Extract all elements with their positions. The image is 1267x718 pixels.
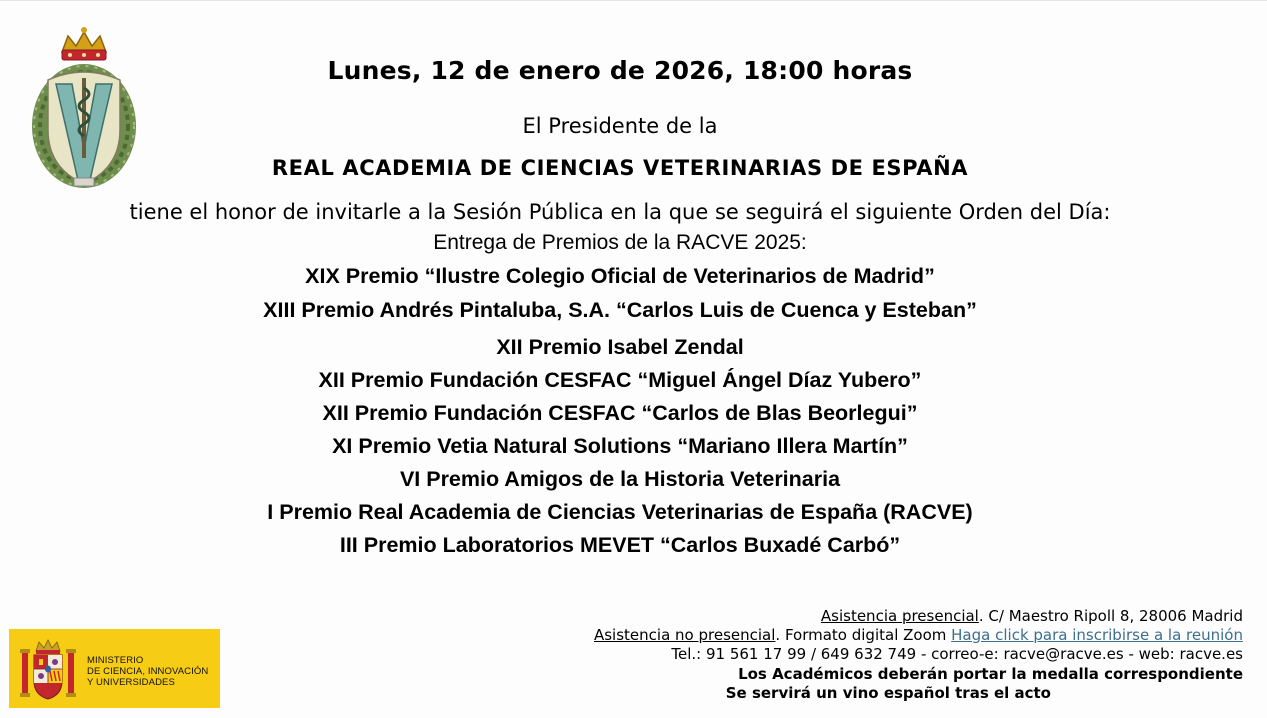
- remote-detail: . Formato digital Zoom: [775, 626, 952, 644]
- award-item: XI Premio Vetia Natural Solutions “Mariano Illera Martín”: [332, 434, 908, 458]
- award-item: XII Premio Isabel Zendal: [496, 335, 744, 359]
- top-border: [0, 0, 1267, 1]
- ministry-logo: [9, 629, 220, 708]
- in-person-label: Asistencia presencial: [820, 607, 979, 625]
- award-item: XII Premio Fundación CESFAC “Carlos de Blas Beorlegui”: [322, 401, 918, 425]
- academy-name: REAL ACADEMIA DE CIENCIAS VETERINARIAS DE ESPAÑA: [271, 156, 969, 180]
- awards-intro: Entrega de Premios de la RACVE 2025:: [433, 231, 807, 254]
- ministry-line: DE CIENCIA, INNOVACIÓN: [87, 666, 209, 677]
- contact-line: Tel.: 91 561 17 99 / 649 632 749 - correo-e: racve@racve.es - web: racve.es: [671, 645, 1243, 663]
- award-item: XIX Premio “Ilustre Colegio Oficial de Veterinarios de Madrid”: [305, 264, 935, 288]
- remote-attendance: [443, 626, 1243, 644]
- award-item: XIII Premio Andrés Pintaluba, S.A. “Carlos Luis de Cuenca y Esteban”: [263, 298, 977, 322]
- wine-note: Se servirá un vino español tras el acto: [725, 684, 1051, 702]
- award-item: III Premio Laboratorios MEVET “Carlos Buxadé Carbó”: [339, 533, 901, 557]
- award-item: XII Premio Fundación CESFAC “Miguel Ángel Díaz Yubero”: [318, 368, 922, 392]
- medal-note: Los Académicos deberán portar la medalla correspondiente: [738, 665, 1243, 683]
- award-item: I Premio Real Academia de Ciencias Veterinarias de España (RACVE): [267, 500, 973, 524]
- ministry-name: [87, 655, 208, 688]
- ministry-line: MINISTERIO: [87, 655, 144, 666]
- award-item: VI Premio Amigos de la Historia Veterinaria: [399, 467, 841, 491]
- in-person-attendance: [443, 607, 1243, 625]
- invitation-line: tiene el honor de invitarle a la Sesión Pública en la que se seguirá el siguiente Orden del Día:: [129, 200, 1111, 224]
- coat-of-arms-icon: [19, 637, 77, 701]
- in-person-address: . C/ Maestro Ripoll 8, 28006 Madrid: [978, 607, 1243, 625]
- ministry-line: Y UNIVERSIDADES: [87, 677, 175, 688]
- remote-label: Asistencia no presencial: [593, 626, 776, 644]
- register-link[interactable]: Haga click para inscribirse a la reunión: [951, 626, 1243, 644]
- date-heading: Lunes, 12 de enero de 2026, 18:00 horas: [327, 56, 913, 85]
- president-line: El Presidente de la: [522, 114, 718, 138]
